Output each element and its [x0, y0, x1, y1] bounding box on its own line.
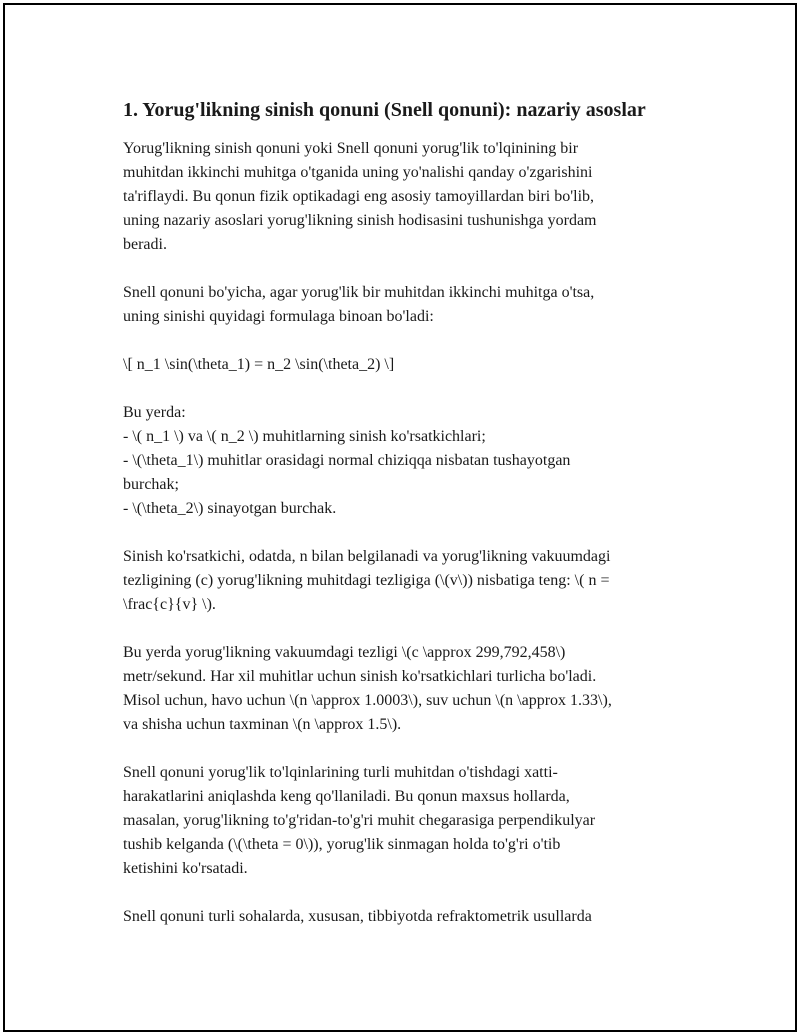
text-line: muhitdan ikkinchi muhitga o'tganida uning yo'nalishi qanday o'zgarishini — [123, 164, 593, 181]
list-item: - \( n_1 \) va \( n_2 \) muhitlarning sinish ko'rsatkichlari; — [123, 428, 486, 445]
text-line: Misol uchun, havo uchun \(n \approx 1.0003\), suv uchun \(n \approx 1.33\), — [123, 692, 612, 709]
text-line: Snell qonuni yorug'lik to'lqinlarining turli muhitdan o'tishdagi xatti- — [123, 764, 558, 781]
text-line: uning sinishi quyidagi formulaga binoan bo'ladi: — [123, 308, 434, 325]
text-line: Yorug'likning sinish qonuni yoki Snell qonuni yorug'lik to'lqinining bir — [123, 140, 579, 157]
page-frame — [3, 3, 797, 1032]
paragraph-law-statement — [123, 281, 698, 329]
paragraph-speed-of-light — [123, 641, 698, 737]
text-line: metr/sekund. Har xil muhitlar uchun sinish ko'rsatkichlari turlicha bo'ladi. — [123, 668, 597, 685]
text-line: \frac{c}{v} \). — [123, 596, 216, 613]
document-body — [123, 97, 698, 953]
paragraph-definitions — [123, 401, 698, 521]
paragraph-fields — [123, 905, 698, 929]
text-line: tezligining (c) yorug'likning muhitdagi tezligiga (\(v\)) nisbatiga teng: \( n = — [123, 572, 610, 589]
text-line: va shisha uchun taxminan \(n \approx 1.5\). — [123, 716, 402, 733]
text-line: ketishini ko'rsatadi. — [123, 860, 248, 877]
list-item: - \(\theta_1\) muhitlar orasidagi normal chiziqqa nisbatan tushayotgan — [123, 452, 571, 469]
text-line: tushib kelganda (\(\theta = 0\)), yorug'lik sinmagan holda to'g'ri o'tib — [123, 836, 561, 853]
text-line: Sinish ko'rsatkichi, odatda, n bilan belgilanadi va yorug'likning vakuumdagi — [123, 548, 611, 565]
text-line: masalan, yorug'likning to'g'ridan-to'g'ri muhit chegarasiga perpendikulyar — [123, 812, 596, 829]
paragraph-intro — [123, 137, 698, 257]
text-line: Bu yerda: — [123, 404, 186, 421]
text-line: ta'riflaydi. Bu qonun fizik optikadagi eng asosiy tamoyillardan biri bo'lib, — [123, 188, 595, 205]
text-line: beradi. — [123, 236, 167, 253]
text-line: uning nazariy asoslari yorug'likning sinish hodisasini tushunishga yordam — [123, 212, 597, 229]
paragraph-formula — [123, 353, 698, 377]
list-item: - \(\theta_2\) sinayotgan burchak. — [123, 500, 337, 517]
text-line: Bu yerda yorug'likning vakuumdagi tezligi \(c \approx 299,792,458\) — [123, 644, 566, 661]
text-line: Snell qonuni bo'yicha, agar yorug'lik bir muhitdan ikkinchi muhitga o'tsa, — [123, 284, 595, 301]
paragraph-applications — [123, 761, 698, 881]
paragraph-refractive-index — [123, 545, 698, 617]
section-heading: 1. Yorug'likning sinish qonuni (Snell qonuni): nazariy asoslar — [123, 99, 646, 121]
list-item-continuation: burchak; — [123, 476, 179, 493]
formula-line: \[ n_1 \sin(\theta_1) = n_2 \sin(\theta_2) \] — [123, 356, 395, 373]
text-line: harakatlarini aniqlashda keng qo'llaniladi. Bu qonun maxsus hollarda, — [123, 788, 570, 805]
text-line: Snell qonuni turli sohalarda, xususan, tibbiyotda refraktometrik usullarda — [123, 908, 592, 925]
